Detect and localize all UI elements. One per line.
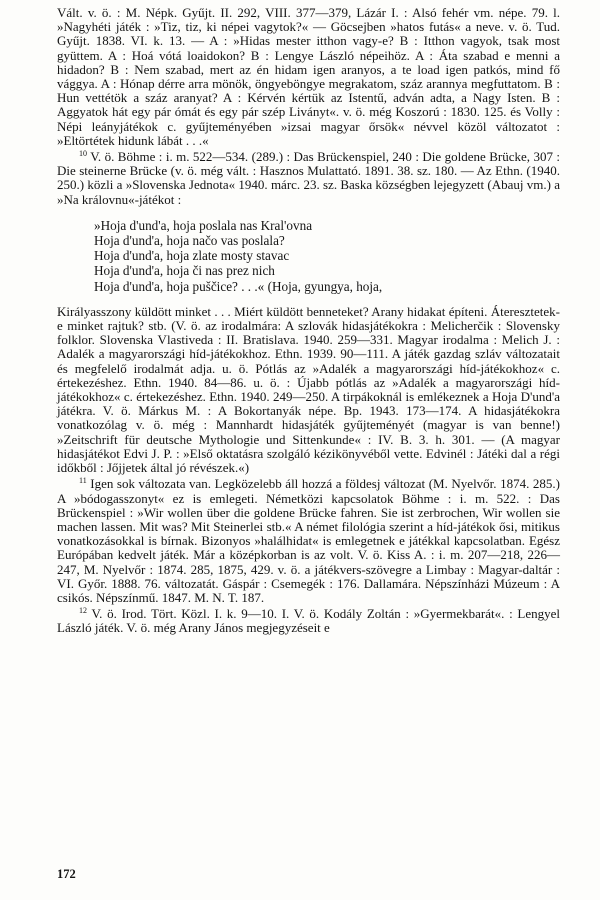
verse-line: Hoja d'und'a, hoja puščice? . . .« (Hoja, gyungya, hoja, — [94, 278, 383, 294]
verse-line: »Hoja d'und'a, hoja poslala nas Kral'ovna — [94, 217, 313, 233]
paragraph-continuation: Vált. v. ö. : M. Népk. Gyűjt. II. 292, VIII. 377—379, Lázár I. : Alsó fehér vm. népe. 79. l. »Nagyhéti játék : »Tiz, tiz, ki népei vagytok?« — Göcsejben »hatos futás« a neve. v. ö. Tud. Gyűjt. 1838. VI. k. 13. — A : »Hidas mester itthon vagy-e? B : Itthon vagyok, tsak most gyüttem. A : Hoá vótá loaidokon? B : Lengye László népeihöz. A : Áta szabad e menni a hidadon? B : Nem szabad, mert az én hidam igen aranyos, a te load igen patkós, mind fő vággya. A : Hónap dérre arra mönök, öngyeböngye megrakatom, száz arannya megfuttatom. B : Hun vettétök a száz aranyat? A : Kérvén kértük az Istentű, adván adta, a Nagy Isten. B : Aggyatok hát egy pár ómát és egy pár szép Liványt«. v. ö. még Koszorú : 1830. 125. és Volly : Népi leányjátékok c. gyűjteményében »izsai magyar őrsök« névvel közöl változatot : »Eltörtétek hidunk lábát . . .« — [57, 5, 560, 148]
footnote-11 — [57, 477, 560, 605]
footnote-text: V. ö. Böhme : i. m. 522—534. (289.) : Das Brückenspiel, 240 : Die goldene Brücke, 307 : Die steinerne Brücke (v. ö. még vált. : Hasznos Mulattató. 1891. 38. sz. 180. — Az Ethn. (1940. 250.) közli a »Slovenska Jednota« 1940. márc. 23. sz. Baska községben lejegyzett (Abauj vm.) a »Na královnu«-játékot : — [57, 149, 560, 207]
footnote-text: Igen sok változata van. Legközelebb áll hozzá a földesj változat (M. Nyelvőr. 1874. 285.) A »bódogasszonyt« ez is emlegeti. Németközi kapcsolatok Böhme : i. m. 522. : Das Brückenspiel : »Wir wollen über die goldene Brücke fahren. Sie ist zerbrochen, Wir wollen sie machen lassen. Mit was? Mit Steinerlei stb.« A német filológia szerint a híd-játékok ősi, mitikus vonatkozásokkal is bírnak. Bizonyos »halálhidat« is emlegetnek e játékkal kapcsolatban. Egész Európában kedvelt játék. Már a középkorban is az volt. V. ö. Kiss A. : i. m. 207—218, 226—247, M. Nyelvőr : 1874. 285, 1875, 429. v. ö. a játékvers-szövegre a Limbay : Magyar-daltár : VI. Győr. 1888. 76. változatát. Gáspár : Csemegék : 176. Dallamára. Népszínházi Múzeum : A csikós. Népszínmű. 1847. M. N. T. 187. — [57, 476, 560, 605]
verse-line: Hoja d'und'a, hoja načo vas poslala? — [94, 233, 285, 249]
footnote-number: 10 — [79, 149, 87, 159]
verse-line: Hoja d'und'a, hoja či nas prez nich — [94, 263, 275, 279]
paragraph-footnote-10-continued: Királyasszony küldött minket . . . Miért küldött benneteket? Arany hidakat építeni. Áteresztetek-e minket rajtuk? stb. (V. ö. az irodalmára: A szlovák hidasjátékokra : Melicherčik : Slovensky folklor. Slovenska Vlastiveda : II. Bratislava. 1940. 259—331. Magyar irodalma : Melich J. : Adalék a magyarországi híd-játékokhoz. Ethn. 1939. 90—111. A játék gazdag szláv változatait és megfelelő irodalmát adja. u. ö. Pótlás az »Adalék a magyarországi híd-játékokhoz« c. értekezéshez. Ethn. 1940. 84—86. u. ö. : Újabb pótlás az »Adalék a magyarországi híd-játékokhoz« c. értekezéshez. Ethn. 1940. 249—250. A tirpákoknál is emlékeznek a Hoja D'und'a játékra. V. ö. Márkus M. : A Bokortanyák népe. Bp. 1943. 173—174. A hidasjátékokra vonatkozólag v. ö. még : Mannhardt hidasjáték gyűjteményét (magyar is van benne!) »Zeitschrift für deutsche Mythologie und Sittenkunde« : IV. B. 3. h. 301. — (A magyar hidasjátékot Edvi J. P. : »Első oktatásra szolgáló kézikönyvéből vette. Edvinél : Játéki dal a régi időkből : Jőjjetek által jó révészek.«) — [57, 303, 560, 476]
page-number: 172 — [57, 867, 76, 881]
verse-block — [94, 218, 560, 294]
verse-line: Hoja d'und'a, hoja zlate mosty stavac — [94, 248, 290, 264]
footnote-text: V. ö. Irod. Tört. Közl. I. k. 9—10. I. V. ö. Kodály Zoltán : »Gyermekbarát«. : Lengyel László játék. V. ö. még Arany János megjegyzéseit e — [57, 606, 560, 636]
footnote-12 — [57, 607, 560, 635]
footnote-number: 11 — [79, 476, 87, 486]
footnote-number: 12 — [79, 606, 87, 616]
footnote-10 — [57, 150, 560, 207]
